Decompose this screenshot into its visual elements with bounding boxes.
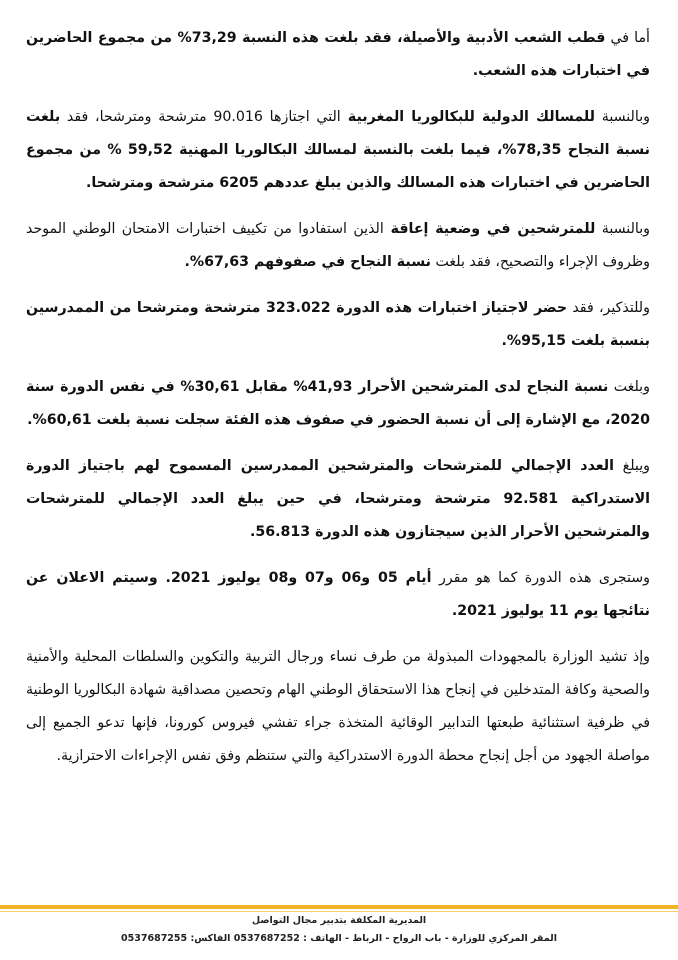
text: الذين استفادوا من تكييف اختبارات الامتحان الوطني الموحد وظروف الإجراء والتصحيح، فقد بلغت: [26, 221, 650, 270]
footer: [0, 905, 678, 960]
text: التي اجتازها 90.016 مترشحة ومترشحا، فقد: [60, 109, 341, 125]
document-body: [26, 22, 650, 786]
bold-text: أيام 05 و06 و07 و08 يوليوز 2021. وسيتم الاعلان عن نتائجها يوم 11 يوليوز 2021.: [26, 570, 650, 619]
footer-address: المقر المركزي للوزارة - باب الرواح - الرباط - الهاتف : 0537687252 الفاكس: 0537687255: [121, 933, 557, 944]
text: وبلغت: [608, 379, 650, 395]
footer-rule: [0, 905, 678, 909]
text: وستجرى هذه الدورة كما هو مقرر: [431, 570, 651, 586]
text: ويبلغ: [613, 458, 650, 474]
bold-text: قطب الشعب الأدبية والأصيلة، فقد بلغت هذه النسبة 73,29% من مجموع الحاضرين في اختبارات هذه الشعب.: [26, 30, 650, 79]
bold-text: للمسالك الدولية للبكالوريا المغربية: [340, 109, 595, 125]
paragraph: [26, 22, 650, 88]
footer-rule-thin: [0, 911, 678, 912]
bold-text: للمترشحين في وضعية إعاقة: [383, 221, 596, 237]
paragraph: [26, 450, 650, 549]
paragraph: [26, 641, 650, 773]
paragraph: [26, 292, 650, 358]
text: وإذ تشيد الوزارة بالمجهودات المبذولة من طرف نساء ورجال التربية والتكوين والسلطات المحلية والأمنية والصحية وكافة المتدخلين في إنجاح هذا الاستحقاق الوطني الهام وتحصين مصداقية شهادة البكالوريا الوطنية في ظرفية استثنائية طبعتها التدابير الوقائية المتخذة جراء تفشي فيروس كورونا، فإنها تدعو الجميع إلى مواصلة الجهود من أجل إنجاح محطة الدورة الاستدراكية والتي ستنظم وفق نفس الإجراءات الاحترازية.: [26, 649, 650, 764]
bold-text: نسبة النجاح لدى المترشحين الأحرار 41,93% مقابل 30,61% في نفس الدورة سنة 2020، مع الإشارة إلى أن نسبة الحضور في صفوف هذه الفئة سجلت نسبة بلغت 60,61%.: [26, 379, 650, 428]
text: وللتذكير، فقد: [567, 300, 650, 316]
footer-directorate: المديرية المكلفة بتدبير مجال التواصل: [251, 915, 427, 926]
bold-text: حضر لاجتياز اختبارات هذه الدورة 323.022 مترشحة ومترشحا من الممدرسين بنسبة بلغت 95,15%.: [26, 300, 650, 349]
paragraph: [26, 213, 650, 279]
paragraph: [26, 101, 650, 200]
bold-text: نسبة النجاح في صفوفهم 67,63%.: [184, 254, 431, 270]
text: وبالنسبة: [595, 221, 651, 237]
paragraph: [26, 562, 650, 628]
paragraph: [26, 371, 650, 437]
bold-text: العدد الإجمالي للمترشحات والمترشحين الممدرسين المسموح لهم باجتياز الدورة الاستدراكية 92.581 مترشحة ومترشحا، في حين يبلغ العدد الإجمالي للمترشحات والمترشحين الأحرار الذين سيجتازون هذه الدورة 56.813.: [26, 458, 650, 540]
text: أما في: [605, 30, 650, 46]
text: وبالنسبة: [595, 109, 650, 125]
bold-text: بلغت نسبة النجاح 78,35%، فيما بلغت بالنسبة لمسالك البكالوريا المهنية 59,52 % من مجموع الحاضرين في اختبارات هذه المسالك والذين يبلغ عددهم 6205 مترشحة ومترشحا.: [26, 109, 650, 191]
